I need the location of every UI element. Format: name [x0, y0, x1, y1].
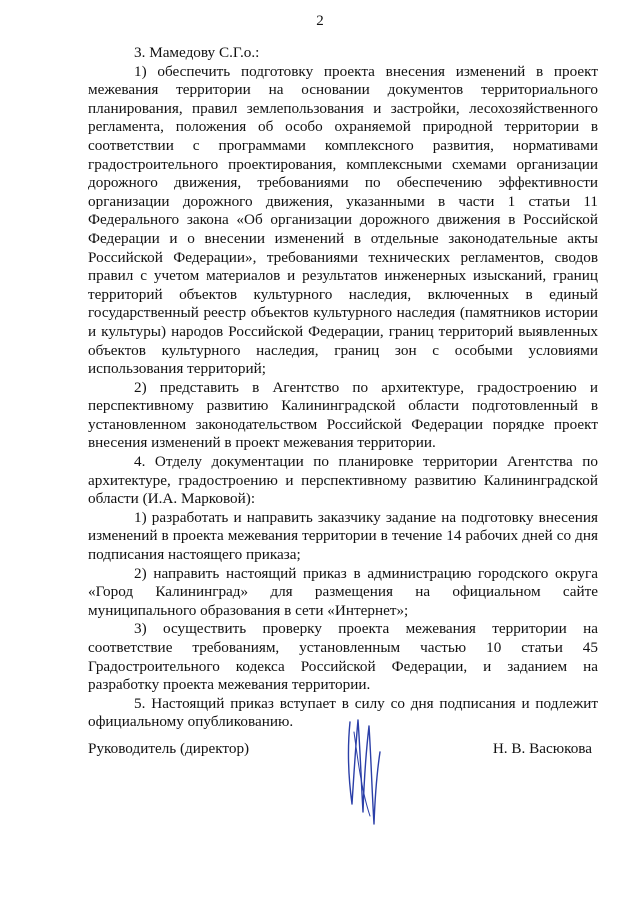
- paragraph-subitem-3-2: 2) представить в Агентство по архитектуре, градостроению и перспективному развитию Калининградской области подготовленный в установленном законодательством Российской Федерации порядке проект внесения изменений в проект межевания территории.: [88, 378, 598, 452]
- signature-block: [88, 740, 598, 880]
- paragraph-item-3: 3. Мамедову С.Г.о.:: [134, 44, 260, 61]
- paragraph-subitem-4-3: 3) осуществить проверку проекта межевания территории на соответствие требованиям, установленным частью 10 статьи 45 Градостроительного кодекса Российской Федерации, и заданием на разработку проекта межевания территории.: [88, 620, 598, 694]
- paragraph-subitem-3-1: 1) обеспечить подготовку проекта внесения изменений в проект межевания территории на основании документов территориального планирования, правил землепользования и застройки, лесохозяйственного регламента, положения об особо охраняемой природной территории в соответствии с программами комплексного развития, нормативами градостроительного проектирования, комплексными схемами организации дорожного движения, требованиями по обеспечению эффективности организации дорожного движения, указанными в части 1 статьи 11 Федерального закона «Об организации дорожного движения в Российской Федерации и о внесении изменений в отдельные законодательные акты Российской Федерации», требованиями технических регламентов, сводов правил с учетом материалов и результатов инженерных изысканий, границ территорий объектов культурного наследия, включенных в единый государственный реестр объектов культурного наследия (памятников истории и культуры) народов Российской Федерации, границ территорий выявленных объектов культурного наследия, границ зон с особыми условиями использования территорий;: [88, 62, 598, 378]
- paragraph-item-4: 4. Отделу документации по планировке территории Агентства по архитектуре, градостроению и перспективному развитию Калининградской области (И.А. Марковой):: [88, 453, 598, 508]
- body-text: [88, 44, 598, 732]
- paragraph-subitem-4-2: 2) направить настоящий приказ в администрацию городского округа «Город Калининград» для размещения на официальном сайте муниципального образования в сети «Интернет»;: [88, 564, 598, 619]
- signatory-name: Н. В. Васюкова: [492, 740, 592, 757]
- paragraph-item-5: 5. Настоящий приказ вступает в силу со дня подписания и подлежит официальному опубликованию.: [88, 694, 598, 731]
- page-number: 2: [316, 13, 324, 29]
- paragraph-subitem-4-1: 1) разработать и направить заказчику задание на подготовку внесения изменений в проекта межевания территории в течение 14 рабочих дней со дня подписания настоящего приказа;: [88, 508, 598, 564]
- handwritten-signature: [344, 712, 386, 832]
- signatory-title: Руководитель (директор): [88, 740, 250, 757]
